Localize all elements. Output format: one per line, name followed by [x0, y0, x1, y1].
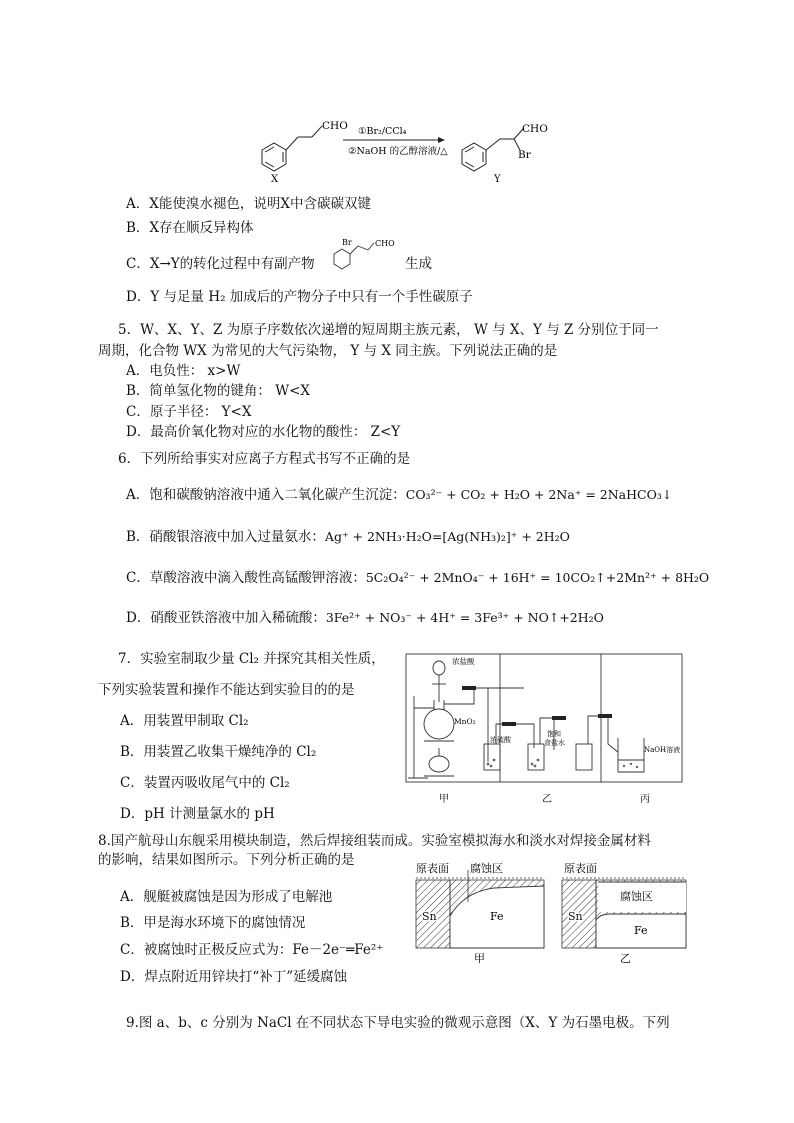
- q8-option-c: C．被腐蚀时正极反应式为：Fe－2e⁻═Fe²⁺: [120, 942, 384, 958]
- q4-option-c: C．X→Y的转化过程中有副产物: [126, 256, 315, 272]
- jia-corrosion-label: 腐蚀区: [470, 862, 503, 875]
- y-label: Y: [494, 174, 501, 184]
- x-label: X: [271, 174, 279, 184]
- panel-yi: [562, 861, 686, 965]
- q5-option-a: A．电负性： x>W: [126, 363, 241, 379]
- molecule-y: [462, 128, 524, 171]
- q8-option-a: A．舰艇被腐蚀是因为形成了电解池: [120, 889, 333, 905]
- corrosion-figure: [414, 858, 690, 970]
- yi-sn-label: Sn: [568, 910, 583, 923]
- q7-option-c: C．装置丙吸收尾气中的 Cl₂: [120, 775, 290, 791]
- q4-option-a: A．X能使溴水褪色，说明X中含碳碳双键: [126, 196, 371, 212]
- label-mno2: MnO₂: [454, 717, 476, 726]
- reaction-scheme: [250, 112, 580, 184]
- panel-jia: [416, 861, 544, 965]
- y-cho: CHO: [522, 123, 548, 135]
- q7-stem-line2: 下列实验装置和操作不能达到实验目的的是: [98, 682, 355, 698]
- q7-option-d: D．pH 计测量氯水的 pH: [120, 806, 275, 822]
- q8-option-d: D．焊点附近用锌块打“补丁”延缓腐蚀: [120, 969, 348, 985]
- q5-option-b: B．简单氢化物的键角： W<X: [126, 383, 311, 399]
- q6-b-equation: Ag⁺ + 2NH₃·H₂O=[Ag(NH₃)₂]⁺ + 2H₂O: [324, 529, 570, 544]
- q6-option-a: [126, 486, 672, 504]
- q8-stem-line2: 的影响，结果如图所示。下列分析正确的是: [98, 852, 355, 868]
- yi-fe-label: Fe: [634, 924, 648, 937]
- q6-stem: 6．下列所给事实对应离子方程式书写不正确的是: [118, 451, 411, 467]
- jia-fe-label: Fe: [490, 910, 504, 923]
- label-conc-h2so4: 浓硫酸: [490, 736, 511, 744]
- q6-d-equation: 3Fe²⁺ + NO₃⁻ + 4H⁺ = 3Fe³⁺ + NO↑+2H₂O: [325, 610, 604, 625]
- label-bing: 丙: [640, 794, 650, 805]
- q7-stem-line1: 7．实验室制取少量 Cl₂ 并探究其相关性质，: [118, 651, 385, 667]
- label-brine-2: 食盐水: [544, 739, 565, 747]
- q8-stem-line1: 8.国产航母山东舰采用模块制造，然后焊接组装而成。实验室模拟海水和淡水对焊接金属材料: [98, 833, 651, 849]
- condition-1: ①Br₂/CCl₄: [358, 126, 407, 137]
- label-naoh: NaOH溶液: [644, 746, 681, 754]
- q7-option-b: B．用装置乙收集干燥纯净的 Cl₂: [120, 744, 317, 760]
- y-br: Br: [518, 149, 531, 161]
- q8-option-b: B．甲是海水环境下的腐蚀情况: [120, 915, 306, 931]
- q9-stem: 9.图 a、b、c 分别为 NaCl 在不同状态下导电实验的微观示意图（X、Y 为石墨电极。下列: [126, 1015, 670, 1031]
- q4-option-b: B．X存在顺反异构体: [126, 220, 254, 236]
- q6-d-text: D．硝酸亚铁溶液中加入稀硫酸：: [126, 610, 326, 626]
- label-jia: 甲: [439, 794, 449, 805]
- jia-panel-label: 甲: [474, 952, 485, 965]
- yi-corrosion-label: 腐蚀区: [620, 890, 653, 903]
- label-conc-hcl: 浓盐酸: [452, 657, 475, 666]
- label-brine-1: 饱和: [547, 730, 561, 738]
- q6-c-text: C．草酸溶液中滴入酸性高锰酸钾溶液：: [126, 570, 366, 586]
- q6-b-text: B．硝酸银溶液中加入过量氨水：: [126, 529, 325, 545]
- x-cho: CHO: [322, 120, 348, 132]
- q5-stem-line1: 5．W、X、Y、Z 为原子序数依次递增的短周期主族元素， W 与 X、Y 与 Z 分别位于同一: [118, 322, 659, 338]
- label-yi: 乙: [542, 794, 552, 805]
- q6-c-equation: 5C₂O₄²⁻ + 2MnO₄⁻ + 16H⁺ = 10CO₂↑+2Mn²⁺ + 8H₂O: [365, 570, 710, 585]
- byproduct-structure: [328, 234, 408, 274]
- byproduct-cho: CHO: [375, 239, 395, 248]
- byproduct-br: Br: [342, 238, 352, 247]
- yi-panel-label: 乙: [620, 952, 631, 965]
- chlorine-apparatus-figure: [404, 652, 684, 807]
- q5-stem-line2: 周期，化合物 WX 为常见的大气污染物， Y 与 X 同主族。下列说法正确的是: [98, 343, 558, 359]
- q6-option-d: [126, 609, 604, 627]
- q4-option-c-end: 生成: [405, 256, 432, 272]
- q6-option-c: [126, 569, 709, 587]
- condition-2: ②NaOH 的乙醇溶液/△: [348, 146, 448, 157]
- q7-option-a: A．用装置甲制取 Cl₂: [120, 713, 249, 729]
- molecule-x: [262, 126, 322, 171]
- q6-option-b: [126, 528, 570, 546]
- jia-sn-label: Sn: [422, 910, 437, 923]
- q4-option-d: D．Y 与足量 H₂ 加成后的产物分子中只有一个手性碳原子: [126, 289, 473, 305]
- jia-surface-label: 原表面: [416, 862, 449, 875]
- yi-surface-label: 原表面: [564, 862, 597, 875]
- q5-option-d: D．最高价氧化物对应的水化物的酸性： Z<Y: [126, 424, 401, 440]
- q6-a-text: A．饱和碳酸钠溶液中通入二氧化碳产生沉淀：: [126, 487, 406, 503]
- q6-a-equation: CO₃²⁻ + CO₂ + H₂O + 2Na⁺ = 2NaHCO₃↓: [405, 487, 673, 502]
- q5-option-c: C．原子半径： Y<X: [126, 404, 252, 420]
